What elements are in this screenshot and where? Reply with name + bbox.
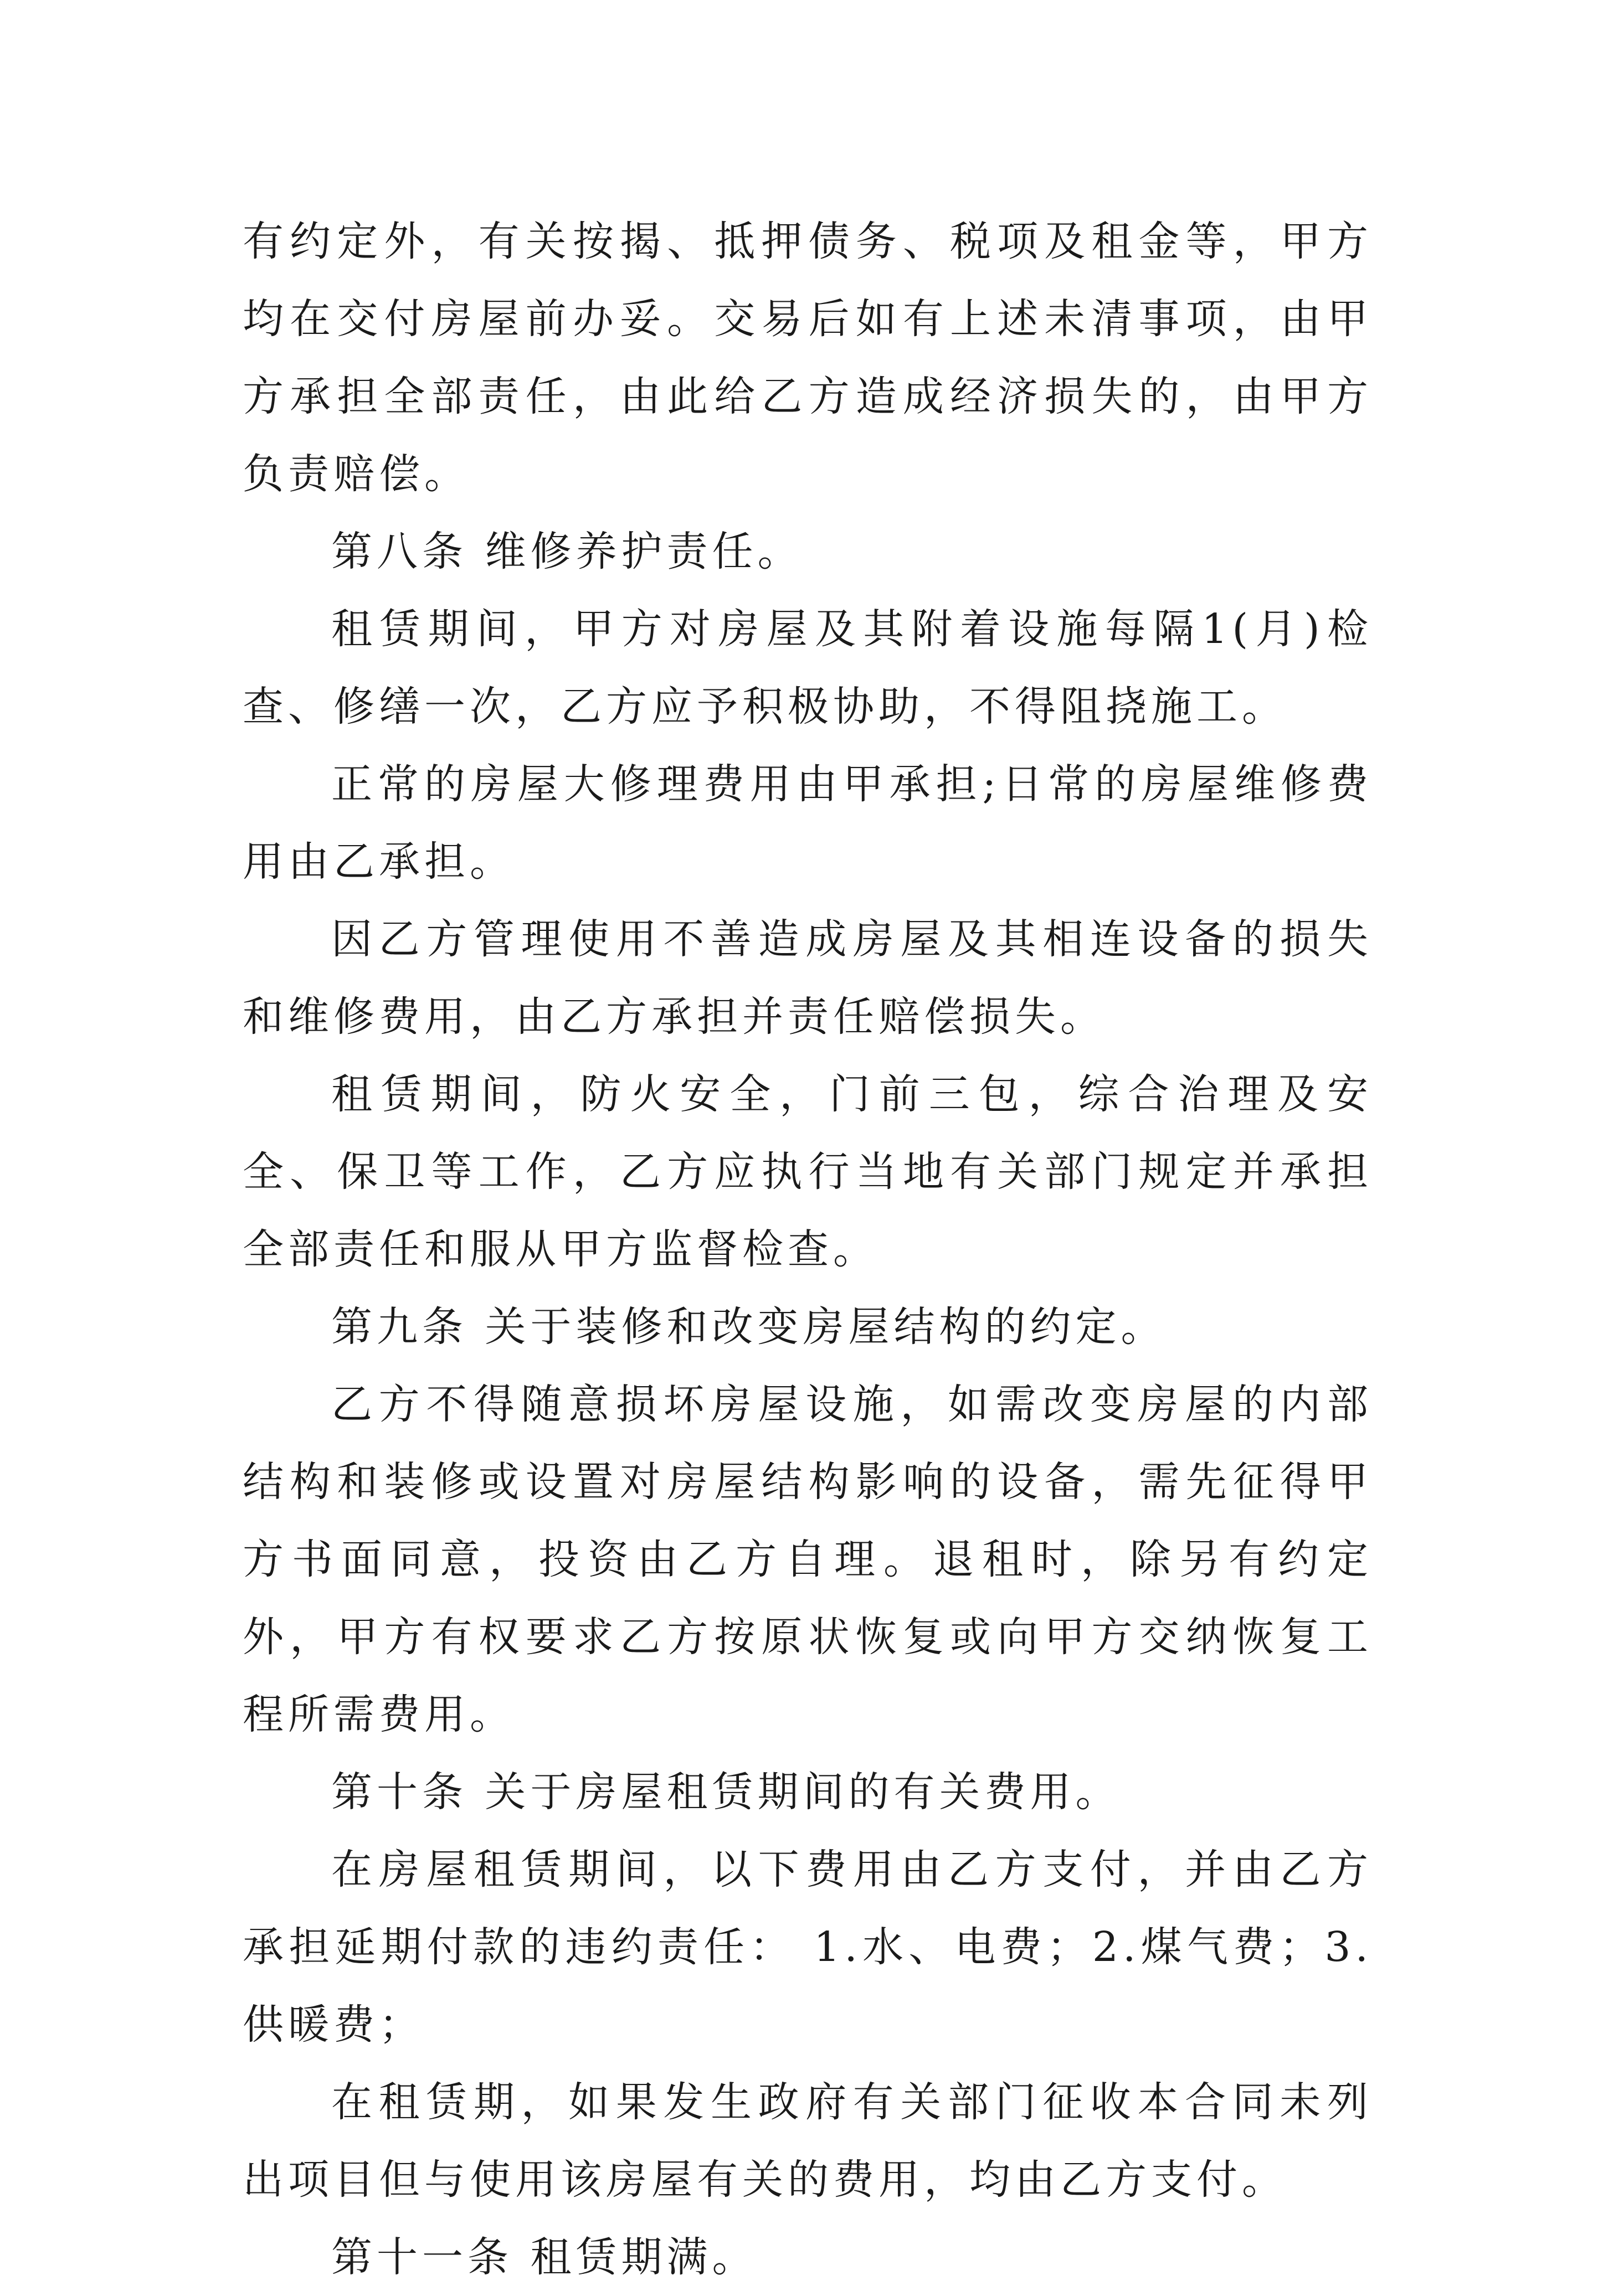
paragraph-8: 乙方不得随意损坏房屋设施，如需改变房屋的内部结构和装修或设置对房屋结构影响的设备，需先征得甲方书面同意，投资由乙方自理。退租时，除另有约定外，甲方有权要求乙方按原状恢复或向甲方交纳恢复工程所需费用。 (243, 1381, 1373, 1738)
paragraph-4: 正常的房屋大修理费用由甲承担;日常的房屋维修费用由乙承担。 (243, 760, 1373, 886)
paragraph-3: 租赁期间，甲方对房屋及其附着设施每隔1(月)检查、修缮一次，乙方应予积极协助，不得阻挠施工。 (243, 605, 1373, 730)
paragraph-10: 在房屋租赁期间，以下费用由乙方支付，并由乙方承担延期付款的违约责任： 1.水、电费；2.煤气费；3.供暖费； (243, 1846, 1373, 2048)
paragraph-6: 租赁期间，防火安全，门前三包，综合治理及安全、保卫等工作，乙方应执行当地有关部门规定并承担全部责任和服从甲方监督检查。 (243, 1070, 1373, 1273)
article-8-heading: 第八条 维修养护责任。 (331, 528, 803, 575)
article-9-heading: 第九条 关于装修和改变房屋结构的约定。 (331, 1303, 1167, 1351)
article-10-heading: 第十条 关于房屋租赁期间的有关费用。 (331, 1768, 1121, 1816)
article-11-heading: 第十一条 租赁期满。 (331, 2233, 758, 2281)
document-body (243, 203, 1373, 2296)
paragraph-1: 有约定外，有关按揭、抵押债务、税项及租金等，甲方均在交付房屋前办妥。交易后如有上述未清事项，由甲方承担全部责任，由此给乙方造成经济损失的，由甲方负责赔偿。 (243, 218, 1373, 498)
paragraph-5: 因乙方管理使用不善造成房屋及其相连设备的损失和维修费用，由乙方承担并责任赔偿损失。 (243, 915, 1373, 1041)
paragraph-11: 在租赁期，如果发生政府有关部门征收本合同未列出项目但与使用该房屋有关的费用，均由乙方支付。 (243, 2078, 1373, 2204)
